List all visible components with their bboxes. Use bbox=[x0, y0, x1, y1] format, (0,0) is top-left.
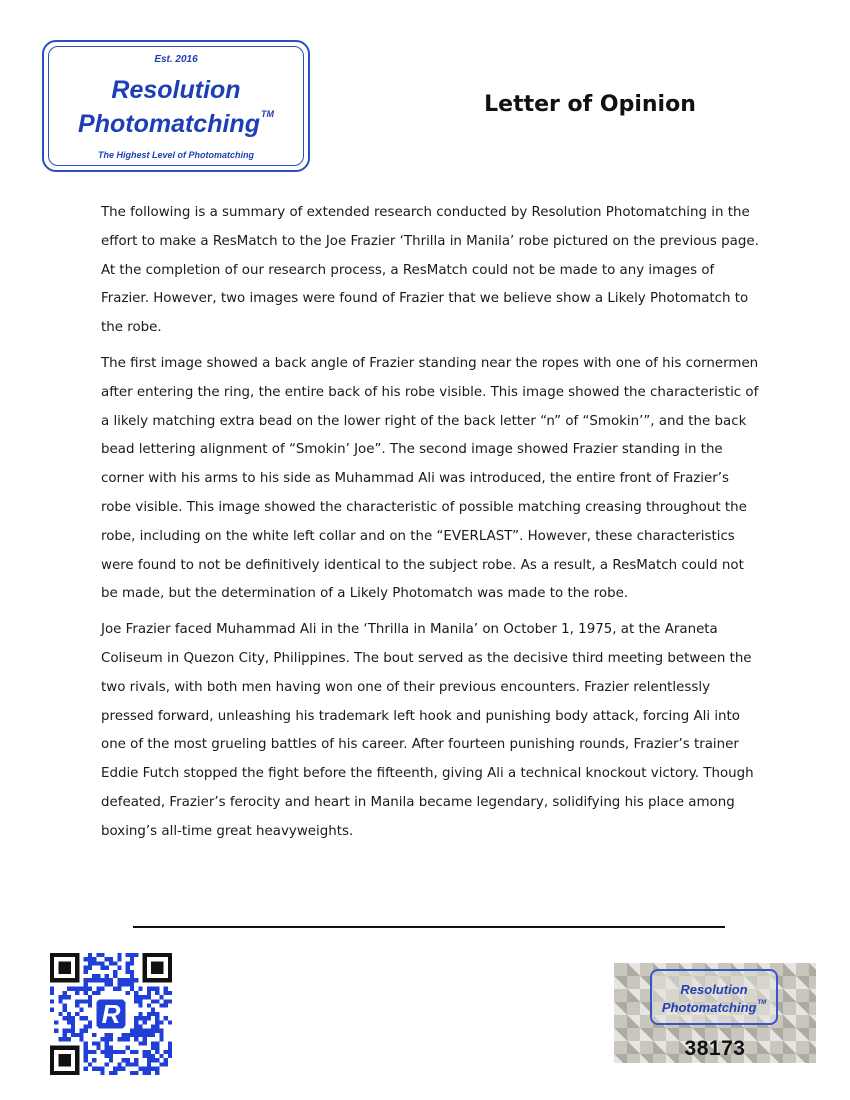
seal-name-line1: Resolution bbox=[680, 982, 748, 997]
seal-logo bbox=[650, 969, 778, 1025]
seal-trademark: TM bbox=[757, 1000, 767, 1006]
letter-body bbox=[101, 199, 761, 854]
certificate-number: 38173 bbox=[684, 1037, 746, 1060]
page-title: Letter of Opinion bbox=[484, 92, 696, 117]
logo-established: Est. 2016 bbox=[154, 54, 198, 65]
qr-center-letter: R bbox=[101, 998, 121, 1029]
paragraph-summary: The following is a summary of extended research conducted by Resolution Photomatching in the effort to make a ResMatch to the Joe Frazier ‘Thrilla in Manila’ robe pictured on the previous page. At the completion of our research process, a ResMatch could not be made to any images of Frazier. However, two images were found of Frazier that we believe show a Likely Photomatch to the robe. bbox=[101, 205, 759, 336]
logo-trademark: TM bbox=[260, 109, 274, 119]
seal-name-line2: Photomatching™ bbox=[661, 1000, 767, 1015]
qr-code-icon[interactable] bbox=[50, 953, 172, 1075]
logo-tagline: The Highest Level of Photomatching bbox=[97, 150, 254, 160]
company-logo bbox=[42, 40, 310, 172]
paragraph-findings: The first image showed a back angle of Frazier standing near the ropes with one of his cornermen after entering the ring, the entire back of his robe visible. This image showed the characteristic of a likely matching extra bead on the lower right of the back letter “n” of “Smokin’”, and the back bead lettering alignment of “Smokin’ Joe”. The second image showed Frazier standing in the corner with his arms to his side as Muhammad Ali was introduced, the entire front of Frazier’s robe visible. This image showed the characteristic of possible matching creasing throughout the robe, including on the white left collar and on the “EVERLAST”. However, these characteristics were found to not be definitively identical to the subject robe. As a result, a ResMatch could not be made, but the determination of a Likely Photomatch was made to the robe. bbox=[101, 355, 759, 602]
hologram-seal bbox=[614, 963, 816, 1063]
logo-name-line2: Photomatching™ bbox=[78, 109, 274, 138]
logo-name-line1: Resolution bbox=[111, 76, 241, 104]
paragraph-history: Joe Frazier faced Muhammad Ali in the ‘Thrilla in Manila’ on October 1, 1975, at the Araneta Coliseum in Quezon City, Philippines. The bout served as the decisive third meeting between the two rivals, with both men having won one of their previous encounters. Frazier relentlessly pressed forward, unleashing his trademark left hook and punishing body attack, forcing Ali into one of the most grueling battles of his career. After fourteen punishing rounds, Frazier’s trainer Eddie Futch stopped the fight before the fifteenth, giving Ali a technical knockout victory. Though defeated, Frazier’s ferocity and heart in Manila became legendary, solidifying his place among boxing’s all-time great heavyweights. bbox=[101, 622, 754, 839]
divider-line bbox=[133, 926, 725, 928]
